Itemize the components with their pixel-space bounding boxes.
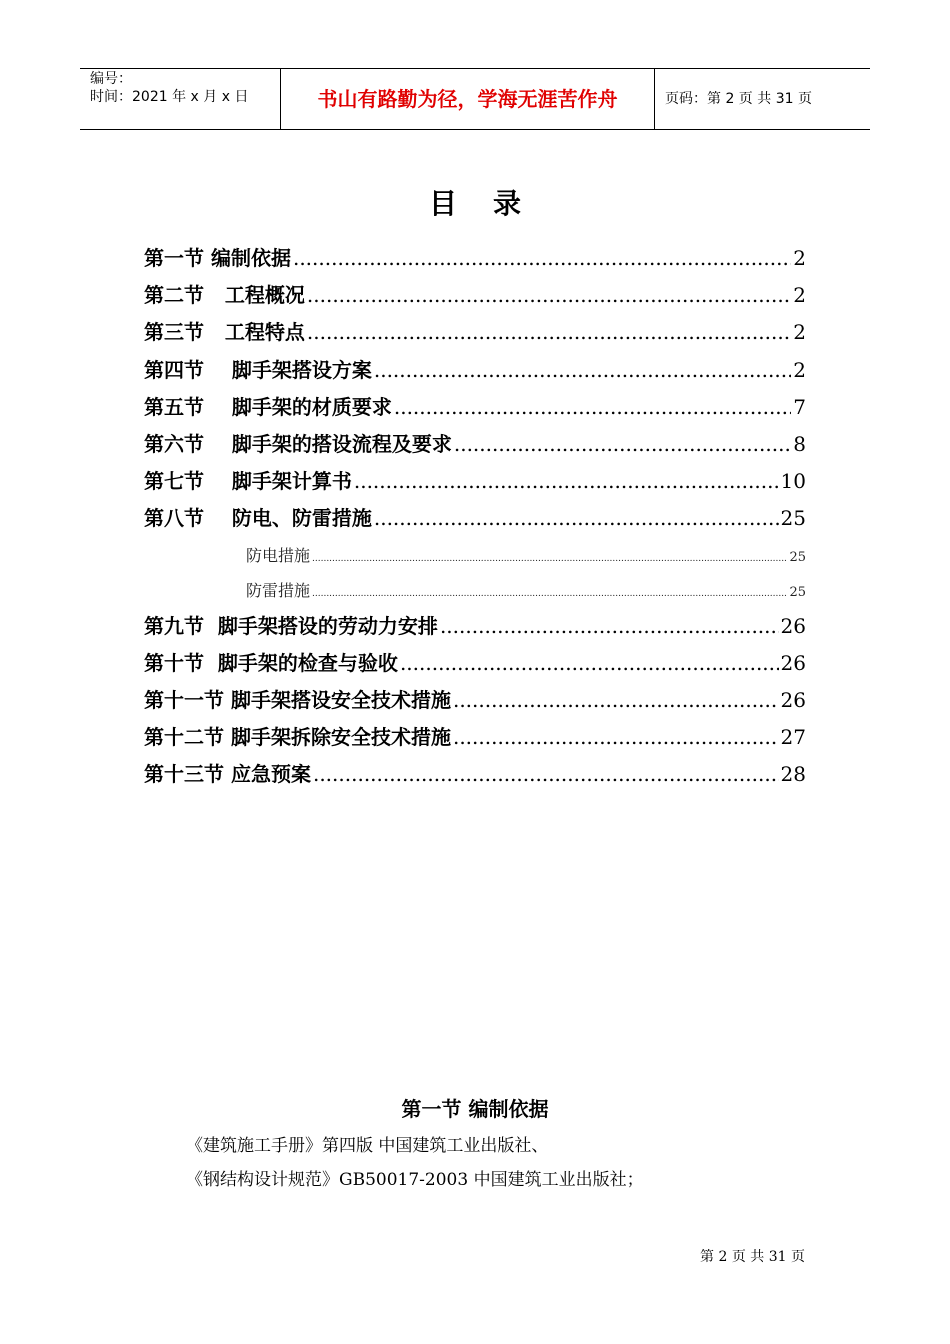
toc-section: 第五节 — [144, 394, 204, 419]
toc-leader — [400, 645, 779, 682]
toc-entry[interactable] — [144, 463, 806, 500]
page-header — [80, 68, 870, 130]
toc-title-text: 脚手架的材质要求 — [204, 394, 392, 419]
reference-line: 《钢结构设计规范》GB50017-2003 中国建筑工业出版社； — [186, 1170, 644, 1190]
toc-leader — [312, 577, 787, 612]
toc-leader — [312, 542, 787, 577]
toc-page: 26 — [780, 650, 806, 675]
toc-leader — [453, 682, 779, 719]
header-page-cell — [655, 69, 870, 129]
page-footer: 第 2 页 共 31 页 — [700, 1249, 805, 1265]
toc-leader — [354, 463, 779, 500]
table-of-contents — [144, 240, 806, 793]
toc-leader — [453, 719, 779, 756]
toc-title-text: 防电、防雷措施 — [204, 506, 372, 531]
toc-leader — [394, 389, 791, 426]
toc-title-text: 脚手架搭设的劳动力安排 — [204, 613, 438, 638]
toc-section: 第十二节 — [144, 725, 224, 750]
toc-leader — [293, 240, 791, 277]
serial-label: 编号： — [90, 71, 132, 87]
toc-title-text: 脚手架搭设安全技术措施 — [224, 687, 451, 712]
toc-entry[interactable] — [144, 719, 806, 756]
toc-subentry-title: 防电措施 — [246, 545, 311, 565]
toc-page: 25 — [789, 584, 806, 600]
toc-leader — [374, 500, 779, 537]
toc-entry[interactable] — [144, 756, 806, 793]
toc-section: 第十节 — [144, 650, 204, 675]
toc-leader — [454, 426, 791, 463]
toc-leader — [440, 608, 779, 645]
toc-section: 第二节 — [144, 283, 204, 308]
toc-title-text: 脚手架计算书 — [204, 469, 352, 494]
toc-page: 26 — [780, 613, 806, 638]
toc-entry[interactable] — [144, 314, 806, 351]
toc-page: 8 — [793, 431, 806, 456]
toc-section: 第七节 — [144, 469, 204, 494]
toc-title-text: 脚手架拆除安全技术措施 — [224, 725, 451, 750]
header-meta-cell — [80, 69, 281, 129]
toc-page: 27 — [780, 725, 806, 750]
toc-entry[interactable] — [144, 608, 806, 645]
toc-title-text: 应急预案 — [224, 762, 311, 787]
header-page-info: 页码：第 2 页 共 31 页 — [665, 91, 812, 107]
toc-entry[interactable] — [144, 682, 806, 719]
toc-entry[interactable] — [144, 352, 806, 389]
header-motto: 书山有路勤为径，学海无涯苦作舟 — [317, 87, 618, 111]
toc-section: 第四节 — [144, 357, 204, 382]
toc-entry[interactable] — [144, 500, 806, 537]
toc-title: 目录 — [428, 187, 557, 220]
toc-leader — [307, 277, 791, 314]
toc-subentry[interactable] — [144, 573, 806, 608]
toc-page: 25 — [789, 549, 806, 565]
toc-section: 第三节 — [144, 320, 204, 345]
toc-section: 第一节 — [144, 246, 204, 270]
toc-entry[interactable] — [144, 277, 806, 314]
toc-title-text: 编制依据 — [204, 246, 291, 270]
toc-entry[interactable] — [144, 426, 806, 463]
toc-entry[interactable] — [144, 240, 806, 277]
toc-title-text: 工程概况 — [204, 283, 305, 308]
toc-leader — [313, 756, 779, 793]
toc-section: 第十一节 — [144, 687, 224, 712]
time-label: 时间：2021 年 x 月 x 日 — [90, 89, 249, 105]
toc-page: 2 — [793, 320, 806, 345]
reference-line: 《建筑施工手册》第四版 中国建筑工业出版社、 — [186, 1136, 549, 1156]
section-heading: 第一节 编制依据 — [401, 1097, 549, 1121]
toc-page: 2 — [793, 283, 806, 308]
toc-page: 26 — [780, 687, 806, 712]
toc-page: 2 — [793, 357, 806, 382]
toc-page: 25 — [780, 506, 806, 531]
toc-leader — [374, 352, 791, 389]
toc-title-text: 工程特点 — [204, 320, 305, 345]
toc-page: 10 — [780, 469, 806, 494]
toc-entry[interactable] — [144, 389, 806, 426]
toc-leader — [307, 314, 791, 351]
toc-section: 第八节 — [144, 506, 204, 531]
toc-subentry[interactable] — [144, 538, 806, 573]
toc-section: 第六节 — [144, 431, 204, 456]
toc-title-text: 脚手架搭设方案 — [204, 357, 372, 382]
toc-entry[interactable] — [144, 645, 806, 682]
header-motto-cell — [281, 69, 655, 129]
toc-title-text: 脚手架的检查与验收 — [204, 650, 398, 675]
toc-page: 7 — [793, 394, 806, 419]
toc-page: 28 — [780, 762, 806, 787]
toc-section: 第九节 — [144, 613, 204, 638]
toc-title-text: 脚手架的搭设流程及要求 — [204, 431, 452, 456]
toc-page: 2 — [793, 246, 806, 270]
toc-subentry-title: 防雷措施 — [246, 580, 311, 600]
toc-section: 第十三节 — [144, 762, 224, 787]
